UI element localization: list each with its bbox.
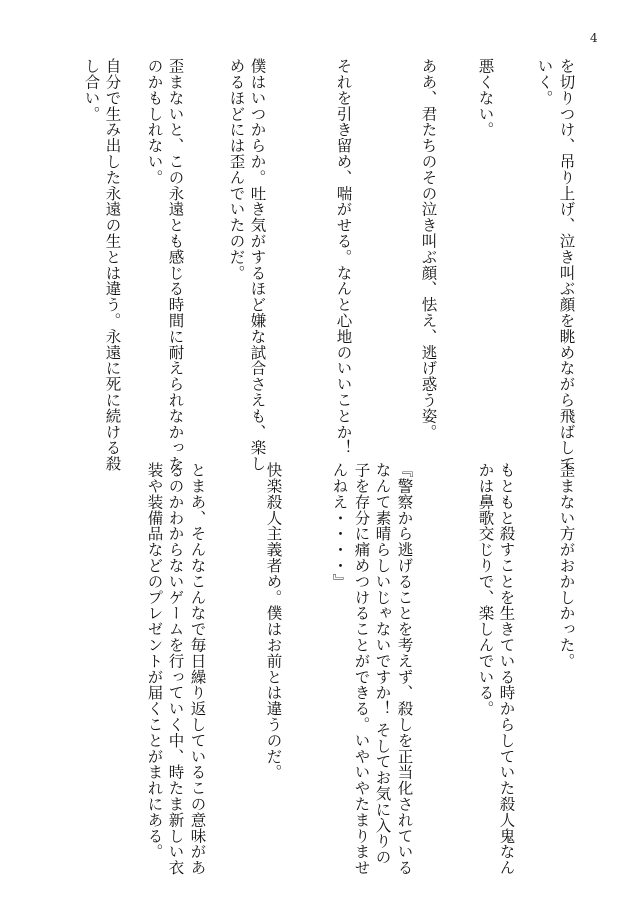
text-line: もともと殺すことを生きている時からしていた殺人鬼なん <box>497 462 516 876</box>
text-line: 『警察から逃げることを考えず、殺しを正当化されている <box>395 462 414 876</box>
text-line: それを引き留め、喘がせる。なんと心地のいいことか！ <box>334 58 353 456</box>
text-line: 子を存分に痛めつけることができる。いやいやたまりませ <box>352 462 371 876</box>
text-line: 悪くない。 <box>476 58 495 138</box>
text-line: のかもしれない。 <box>145 58 164 186</box>
text-line: 快楽殺人主義者め。僕はお前とは違うのだ。 <box>264 462 283 780</box>
text-line: し合い。 <box>82 58 101 122</box>
text-line: めるほどには歪んでいたのだ。 <box>227 58 246 281</box>
text-line: 歪まない方がおかしかった。 <box>557 462 576 669</box>
text-line: なんて素晴らしいじゃないですか！ そしてお気に入りの <box>373 462 392 865</box>
text-line: んねえ・・・・』 <box>330 462 349 590</box>
text-line: 自分で生み出した永遠の生とは違う。永遠に死に続ける殺 <box>103 58 122 472</box>
page-number: 4 <box>590 31 598 45</box>
text-line: 装や装備品などのプレゼントが届くことがまれにある。 <box>145 462 164 860</box>
text-line: を切りつけ、吊り上げ、泣き叫ぶ顔を眺めながら飛ばして <box>557 58 576 472</box>
text-line: かは鼻歌交じりで、楽しんでいる。 <box>476 462 495 717</box>
text-line: 歪まないと、この永遠とも感じる時間に耐えられなかった <box>166 58 185 472</box>
text-line: ああ、君たちのその泣き叫ぶ顔、怯え、逃げ惑う姿。 <box>419 58 438 440</box>
text-line: とまあ、そんなこんなで毎日繰り返しているこの意味があ <box>188 462 207 876</box>
text-line: 僕はいつからか。吐き気がするほど嫌な試合さえも、楽し <box>248 58 267 472</box>
text-line: るのかわからないゲームを行っていく中、時たま新しい衣 <box>166 462 185 876</box>
text-line: いく。 <box>535 58 554 106</box>
